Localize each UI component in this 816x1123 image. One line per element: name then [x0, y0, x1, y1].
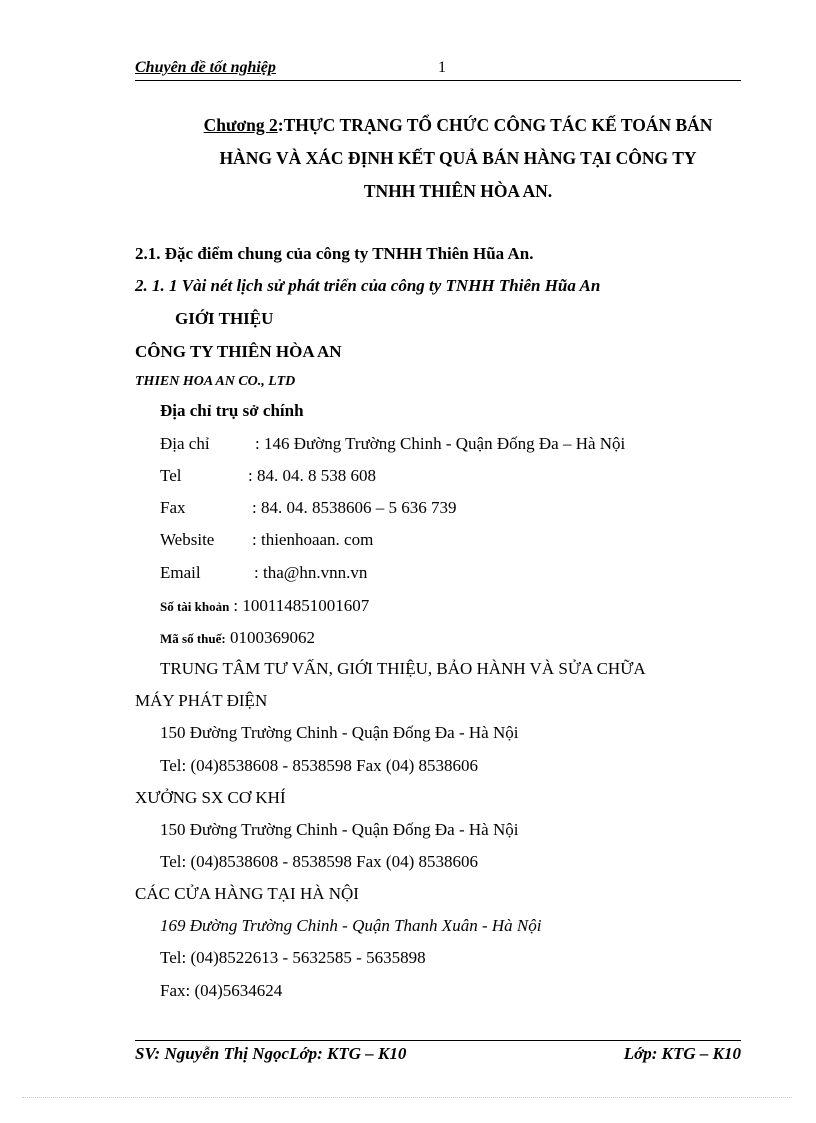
website-value: : thienhoaan. com — [252, 530, 374, 549]
page-number: 1 — [438, 59, 446, 76]
intro-heading: GIỚI THIỆU — [175, 309, 274, 328]
headquarters-heading: Địa chỉ trụ sở chính — [160, 401, 304, 420]
email-label: Email — [160, 563, 201, 582]
address-value: : 146 Đường Trường Chinh - Quận Đống Đa – Hà Nội — [255, 434, 626, 453]
account-label: Số tài khoản — [160, 599, 230, 614]
stores-address: 169 Đường Trường Chinh - Quận Thanh Xuân - Hà Nội — [160, 916, 542, 935]
address-label: Địa chỉ — [160, 434, 210, 453]
stores-title: CÁC CỬA HÀNG TẠI HÀ NỘI — [135, 884, 359, 903]
company-english-name: THIEN HOA AN CO., LTD — [135, 374, 296, 389]
tel-label: Tel — [160, 466, 182, 485]
tax-code-row — [160, 628, 315, 648]
fax-value: : 84. 04. 8538606 – 5 636 739 — [252, 498, 457, 517]
workshop-address: 150 Đường Trường Chinh - Quận Đống Đa - Hà Nội — [160, 820, 519, 839]
service-center-address: 150 Đường Trường Chinh - Quận Đống Đa - Hà Nội — [160, 723, 519, 742]
tax-label: Mã số thuế: — [160, 631, 226, 646]
workshop-phone: Tel: (04)8538608 - 8538598 Fax (04) 8538606 — [160, 852, 478, 871]
footer-student: SV: Nguyễn Thị NgọcLớp: KTG – K10 — [135, 1044, 407, 1063]
account-value: : 100114851001607 — [233, 596, 370, 615]
chapter-title-line-2: HÀNG VÀ XÁC ĐỊNH KẾT QUẢ BÁN HÀNG TẠI CÔNG TY — [219, 148, 697, 168]
company-name: CÔNG TY THIÊN HÒA AN — [135, 342, 342, 361]
email-value: : tha@hn.vnn.vn — [254, 563, 368, 582]
footer-class: Lớp: KTG – K10 — [623, 1044, 741, 1063]
running-header-title: Chuyên đề tốt nghiệp — [135, 59, 276, 76]
page-bottom-border — [22, 1097, 792, 1098]
chapter-title-line-1: Chương 2:THỰC TRẠNG TỔ CHỨC CÔNG TÁC KẾ TOÁN BÁN — [203, 115, 713, 135]
section-2-1-heading: 2.1. Đặc điểm chung của công ty TNHH Thiên Hũa An. — [135, 244, 534, 263]
bank-account-row — [160, 596, 369, 616]
fax-label: Fax — [160, 498, 186, 517]
tel-value: : 84. 04. 8 538 608 — [248, 466, 376, 485]
website-label: Website — [160, 530, 215, 549]
section-2-1-1-heading: 2. 1. 1 Vài nét lịch sử phát triển của công ty TNHH Thiên Hũa An — [135, 276, 601, 295]
service-center-title-line-1: TRUNG TÂM TƯ VẤN, GIỚI THIỆU, BẢO HÀNH VÀ SỬA CHỮA — [160, 659, 646, 678]
footer-rule — [135, 1040, 741, 1041]
chapter-label: Chương 2 — [203, 115, 278, 135]
chapter-title-line-3: TNHH THIÊN HÒA AN. — [363, 181, 553, 201]
service-center-title-line-2: MÁY PHÁT ĐIỆN — [135, 691, 268, 710]
stores-fax: Fax: (04)5634624 — [160, 981, 283, 1000]
service-center-phone: Tel: (04)8538608 - 8538598 Fax (04) 8538606 — [160, 756, 478, 775]
workshop-title: XƯỞNG SX CƠ KHÍ — [135, 788, 286, 807]
stores-phone: Tel: (04)8522613 - 5632585 - 5635898 — [160, 948, 426, 967]
header-rule — [135, 80, 741, 81]
tax-value: 0100369062 — [225, 628, 315, 647]
